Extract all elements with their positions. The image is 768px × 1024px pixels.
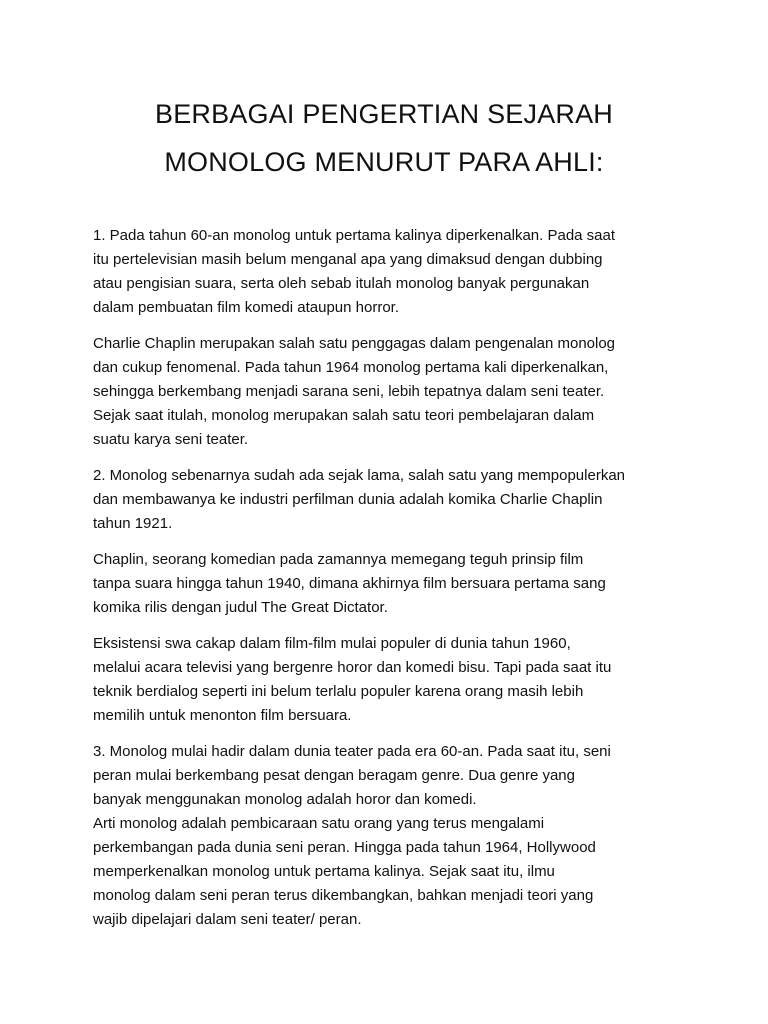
- paragraph-2: [93, 332, 683, 452]
- text-line: banyak menggunakan monolog adalah horor dan komedi.: [93, 791, 477, 808]
- paragraph-1: [93, 224, 683, 320]
- paragraph-3: [93, 464, 683, 536]
- document-body: [93, 224, 683, 932]
- text-line: itu pertelevisian masih belum menganal apa yang dimaksud dengan dubbing: [93, 251, 603, 268]
- text-line: peran mulai berkembang pesat dengan beragam genre. Dua genre yang: [93, 767, 575, 784]
- text-line: monolog dalam seni peran terus dikembangkan, bahkan menjadi teori yang: [93, 887, 594, 904]
- text-line: wajib dipelajari dalam seni teater/ peran.: [93, 911, 362, 928]
- text-line: dalam pembuatan film komedi ataupun horror.: [93, 299, 400, 316]
- text-line: suatu karya seni teater.: [93, 431, 249, 448]
- text-line: sehingga berkembang menjadi sarana seni, lebih tepatnya dalam seni teater.: [93, 383, 605, 400]
- text-line: Chaplin, seorang komedian pada zamannya memegang teguh prinsip film: [93, 551, 584, 568]
- text-line: perkembangan pada dunia seni peran. Hingga pada tahun 1964, Hollywood: [93, 839, 596, 856]
- text-line: tanpa suara hingga tahun 1940, dimana akhirnya film bersuara pertama sang: [93, 575, 606, 592]
- text-line: dan cukup fenomenal. Pada tahun 1964 monolog pertama kali diperkenalkan,: [93, 359, 609, 376]
- title-line: MONOLOG MENURUT PARA AHLI:: [164, 147, 604, 177]
- paragraph-5: [93, 632, 683, 728]
- page-title: [60, 90, 708, 186]
- paragraph-4: [93, 548, 683, 620]
- text-line: Eksistensi swa cakap dalam film-film mulai populer di dunia tahun 1960,: [93, 635, 571, 652]
- text-line: memilih untuk menonton film bersuara.: [93, 707, 352, 724]
- text-line: memperkenalkan monolog untuk pertama kalinya. Sejak saat itu, ilmu: [93, 863, 555, 880]
- text-line: tahun 1921.: [93, 515, 173, 532]
- text-line: 1. Pada tahun 60-an monolog untuk pertama kalinya diperkenalkan. Pada saat: [93, 227, 616, 244]
- text-line: Charlie Chaplin merupakan salah satu penggagas dalam pengenalan monolog: [93, 335, 616, 352]
- paragraph-6: [93, 740, 683, 932]
- text-line: teknik berdialog seperti ini belum terlalu populer karena orang masih lebih: [93, 683, 584, 700]
- text-line: atau pengisian suara, serta oleh sebab itulah monolog banyak pergunakan: [93, 275, 590, 292]
- title-line: BERBAGAI PENGERTIAN SEJARAH: [154, 99, 614, 129]
- text-line: 2. Monolog sebenarnya sudah ada sejak lama, salah satu yang mempopulerkan: [93, 467, 626, 484]
- text-line: dan membawanya ke industri perfilman dunia adalah komika Charlie Chaplin: [93, 491, 603, 508]
- text-line: melalui acara televisi yang bergenre horor dan komedi bisu. Tapi pada saat itu: [93, 659, 612, 676]
- text-line: komika rilis dengan judul The Great Dictator.: [93, 599, 388, 616]
- text-line: 3. Monolog mulai hadir dalam dunia teater pada era 60-an. Pada saat itu, seni: [93, 743, 611, 760]
- text-line: Sejak saat itulah, monolog merupakan salah satu teori pembelajaran dalam: [93, 407, 595, 424]
- text-line: Arti monolog adalah pembicaraan satu orang yang terus mengalami: [93, 815, 545, 832]
